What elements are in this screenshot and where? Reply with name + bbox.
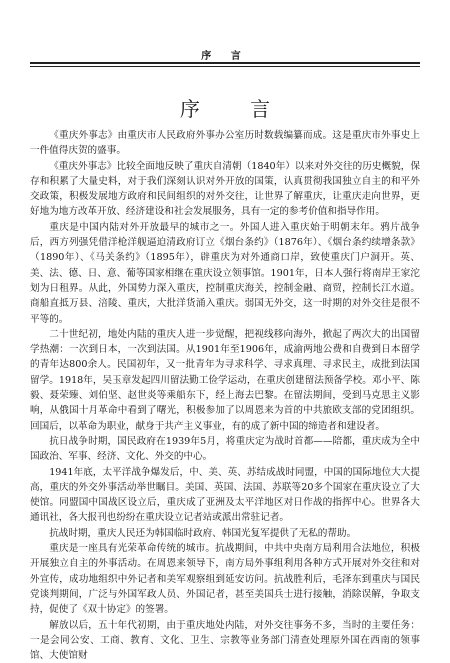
preface-body: [30, 128, 420, 654]
paragraph: 二十世纪初，地处内陆的重庆人进一步觉醒，把视线移向海外，掀起了两次大的出国留学热潮：一次到日本，一次到法国。从1901年至1906年，成渝两地公费和自费到日本留学的青年达800余人。民国初年，又一批青年为寻求科学、寻求真理、寻求民主，成批到法国留学。1918年，吴玉章发起四川留法勤工俭学运动，在重庆创建留法预备学校。邓小平、陈毅、聂荣臻、刘伯坚、赵世炎等乘船东下，经上海去巴黎。在留法期间，受到马克思主义影响，从俄国十月革命中看到了曙光，积极参加了以周恩来为首的中共旅欧支部的党团组织。回国后，以革命为职业，献身于共产主义事业，有的成了新中国的缔造者和建设者。: [30, 327, 420, 434]
paragraph: 重庆是一座具有光荣革命传统的城市。抗战期间，中共中央南方局利用合法地位，积极开展独立自主的外事活动。在周恩来领导下，南方局外事组利用各种方式开展对外交往和对外宣传，成功地组织中外记者和美军观察组到延安访问。抗战胜利后，毛泽东到重庆与国民党谈判期间，广泛与外国军政人员、外国记者，甚至美国兵士进行接触，消除误解，争取支持，促使了《双十协定》的签署。: [30, 541, 420, 617]
paragraph: 抗战时期，重庆人民还为韩国临时政府、韩国光复军提供了无私的帮助。: [30, 526, 420, 541]
paragraph: 重庆是中国内陆对外开放最早的城市之一。外国人进入重庆始于明朝末年。鸦片战争后，西方列强凭借洋枪洋舰逼迫清政府订立《烟台条约》（1876年）、《烟台条约续增条款》（1890年）、《马关条约》（1895年），辟重庆为对外通商口岸，致使重庆门户洞开。英、美、法、德、日、意、葡等国家相继在重庆设立领事馆。1901年，日本人强行将南岸王家沱划为日租界。从此，外国势力深入重庆，控制重庆海关，控制金融、商贸，控制长江水道。商船直抵万县、涪陵、重庆，大批洋货涌入重庆。弱国无外交，这一时期的对外交往是很不平等的。: [30, 220, 420, 327]
paragraph: 《重庆外事志》比较全面地反映了重庆自清朝（1840年）以来对外交往的历史概貌，保存和积累了大量史料，对于我们深刻认识对外开放的国策，认真贯彻我国独立自主的和平外交政策，积极发展地方政府和民间组织的对外交往，让世界了解重庆，让重庆走向世界，更好地为地方改革开放、经济建设和社会发展服务，具有一定的参考价值和指导作用。: [30, 159, 420, 220]
paragraph: 1941年底，太平洋战争爆发后，中、美、英、苏结成战时同盟，中国的国际地位大大提高，重庆的外交外事活动举世瞩目。美国、英国、法国、苏联等20多个国家在重庆设立了大使馆。同盟国中国战区设立后，重庆成了亚洲及太平洋地区对日作战的指挥中心。世界各大通讯社，各大报刊也纷纷在重庆设立记者站或派出常驻记者。: [30, 465, 420, 526]
header-rule-thin: [30, 66, 420, 67]
paragraph: 《重庆外事志》由重庆市人民政府外事办公室历时数载编纂而成。这是重庆市外事史上一件值得庆贺的盛事。: [30, 128, 420, 159]
running-head: 序 言: [0, 47, 450, 62]
paragraph: 解放以后，五十年代初期，由于重庆地处内陆，对外交往事务不多，当时的主要任务：一是会同公安、工商、教育、文化、卫生、宗教等业务部门清查处理原外国在西南的领事馆、大使馆财: [30, 618, 420, 663]
header-rule-thick: [30, 62, 420, 64]
paragraph: 抗日战争时期，国民政府在1939年5月，将重庆定为战时首都——陪都，重庆成为全中国政治、军事、经济、文化、外交的中心。: [30, 434, 420, 465]
page-title: 序 言: [0, 93, 450, 122]
